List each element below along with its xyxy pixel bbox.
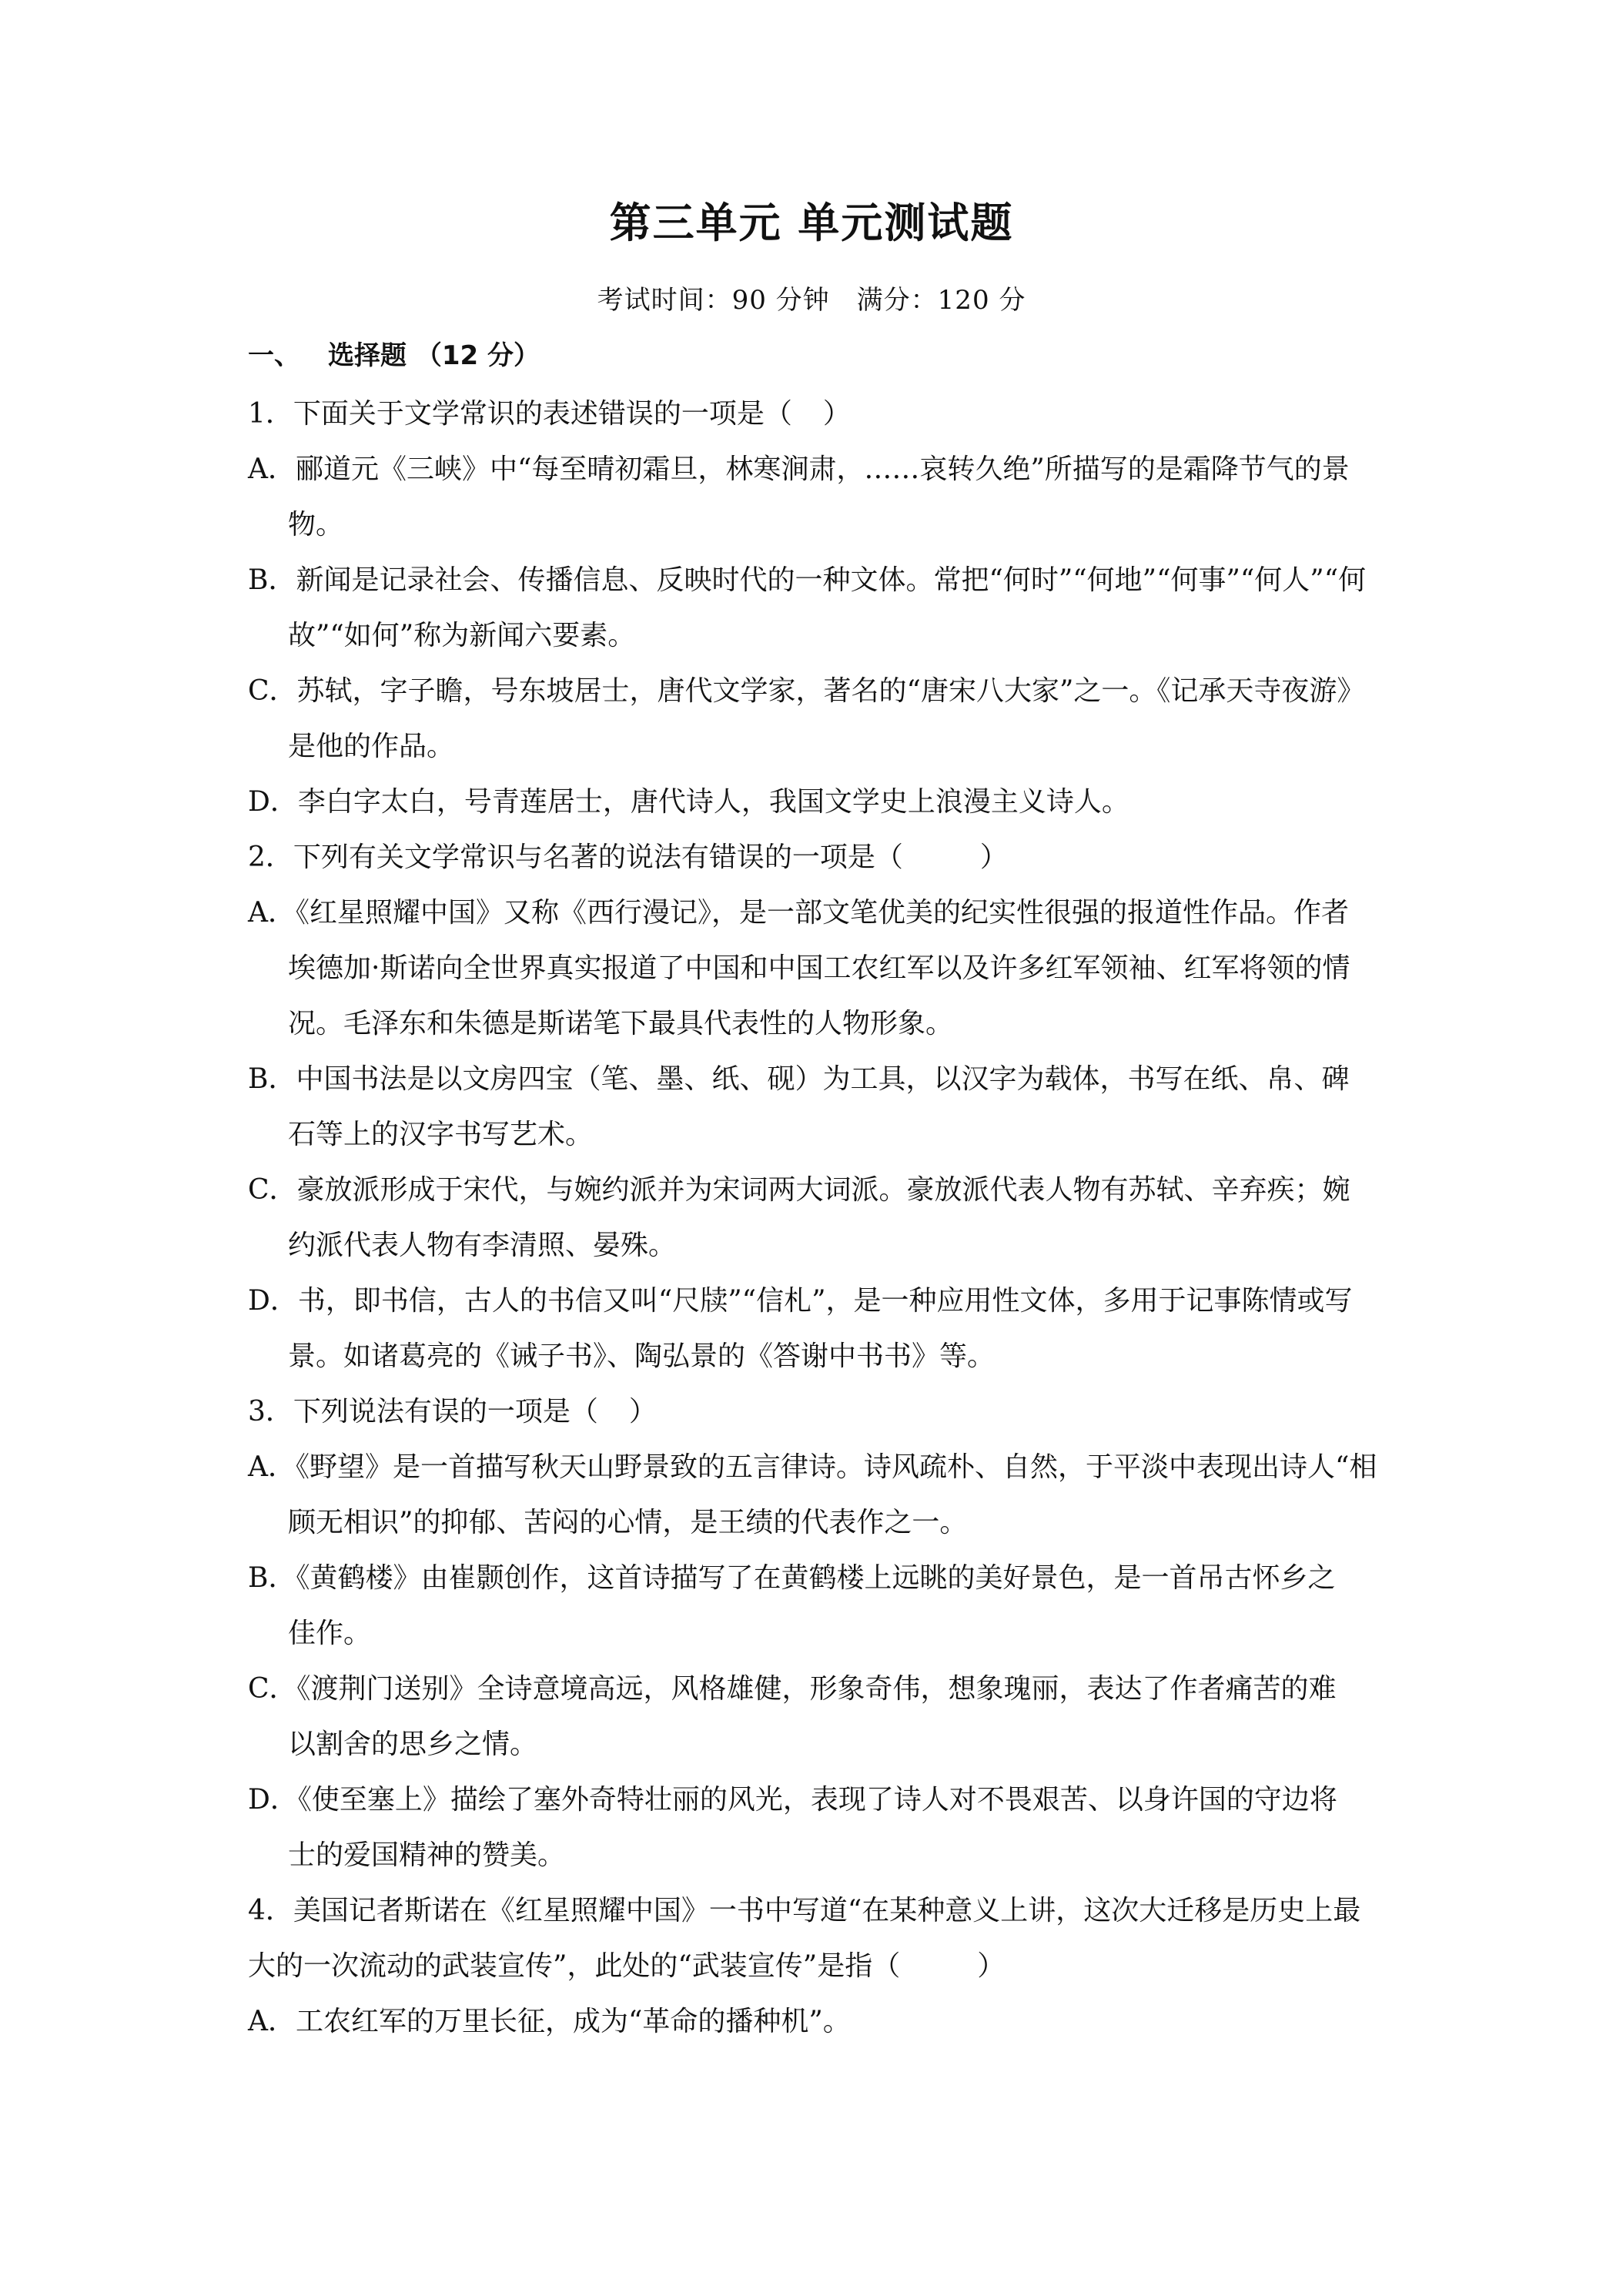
- option-line: 况。毛泽东和朱德是斯诺笔下最具代表性的人物形象。: [288, 1008, 954, 1039]
- question-stem: 2．下列有关文学常识与名著的说法有错误的一项是（ ）: [248, 842, 1008, 873]
- option-line: B．中国书法是以文房四宝（笔、墨、纸、砚）为工具，以汉字为载体，书写在纸、帛、碑: [248, 1063, 1350, 1095]
- option-line: 埃德加·斯诺向全世界真实报道了中国和中国工农红军以及许多红军领袖、红军将领的情: [288, 952, 1350, 984]
- option-line: 是他的作品。: [288, 731, 455, 762]
- option-line: D．书，即书信，古人的书信又叫“尺牍”“信札”，是一种应用性文体，多用于记事陈情或写: [248, 1285, 1353, 1317]
- option-line: 顾无相识”的抑郁、苦闷的心情，是王绩的代表作之一。: [288, 1507, 968, 1538]
- option-line: 物。: [288, 509, 344, 541]
- question-list: [248, 387, 1387, 2050]
- option-line: A．《红星照耀中国》又称《西行漫记》，是一部文笔优美的纪实性很强的报道性作品。作者: [248, 897, 1349, 929]
- option-line: 故”“如何”称为新闻六要素。: [288, 620, 636, 651]
- option-line: 约派代表人物有李清照、晏殊。: [288, 1230, 677, 1261]
- option-line: 以割舍的思乡之情。: [288, 1729, 538, 1760]
- option-line: A．工农红军的万里长征，成为“革命的播种机”。: [248, 2006, 851, 2037]
- option-line: B．《黄鹤楼》由崔颢创作，这首诗描写了在黄鹤楼上远眺的美好景色，是一首吊古怀乡之: [248, 1562, 1336, 1594]
- option-line: A．《野望》是一首描写秋天山野景致的五言律诗。诗风疏朴、自然，于平淡中表现出诗人“相: [248, 1451, 1377, 1483]
- exam-info: 考试时间：90 分钟 满分：120 分: [597, 285, 1026, 316]
- section-heading: [248, 333, 540, 379]
- option-line: 景。如诸葛亮的《诫子书》、陶弘景的《答谢中书书》等。: [288, 1340, 996, 1372]
- option-line: C．豪放派形成于宋代，与婉约派并为宋词两大词派。豪放派代表人物有苏轼、辛弃疾；婉: [248, 1174, 1350, 1206]
- option-line: 石等上的汉字书写艺术。: [288, 1119, 594, 1150]
- option-line: C．《渡荆门送别》全诗意境高远，风格雄健，形象奇伟，想象瑰丽，表达了作者痛苦的难: [248, 1673, 1337, 1705]
- option-line: A．郦道元《三峡》中“每至晴初霜旦，林寒涧肃，……哀转久绝”所描写的是霜降节气的景: [248, 454, 1350, 485]
- option-line: B．新闻是记录社会、传播信息、反映时代的一种文体。常把“何时”“何地”“何事”“何人”“何: [248, 564, 1367, 596]
- section-number: 一、: [248, 340, 300, 371]
- page-title: 第三单元 单元测试题: [609, 199, 1014, 247]
- question-stem: 3．下列说法有误的一项是（ ）: [248, 1396, 657, 1427]
- option-line: D．李白字太白，号青莲居士，唐代诗人，我国文学史上浪漫主义诗人。: [248, 786, 1129, 818]
- option-line: C．苏轼，字子瞻，号东坡居士，唐代文学家，著名的“唐宋八大家”之一。《记承天寺夜游》: [248, 675, 1365, 707]
- option-line: 佳作。: [288, 1618, 372, 1649]
- option-line: D．《使至塞上》描绘了塞外奇特壮丽的风光，表现了诗人对不畏艰苦、以身许国的守边将: [248, 1784, 1337, 1816]
- section-label: 选择题 （12 分）: [328, 340, 540, 371]
- option-line: 士的爱国精神的赞美。: [288, 1839, 566, 1871]
- question-stem: 4．美国记者斯诺在《红星照耀中国》一书中写道“在某种意义上讲，这次大迁移是历史上最: [248, 1895, 1361, 1926]
- question-stem: 1．下面关于文学常识的表述错误的一项是（ ）: [248, 398, 851, 430]
- question-stem: 大的一次流动的武装宣传”，此处的“武装宣传”是指（ ）: [248, 1950, 1006, 1982]
